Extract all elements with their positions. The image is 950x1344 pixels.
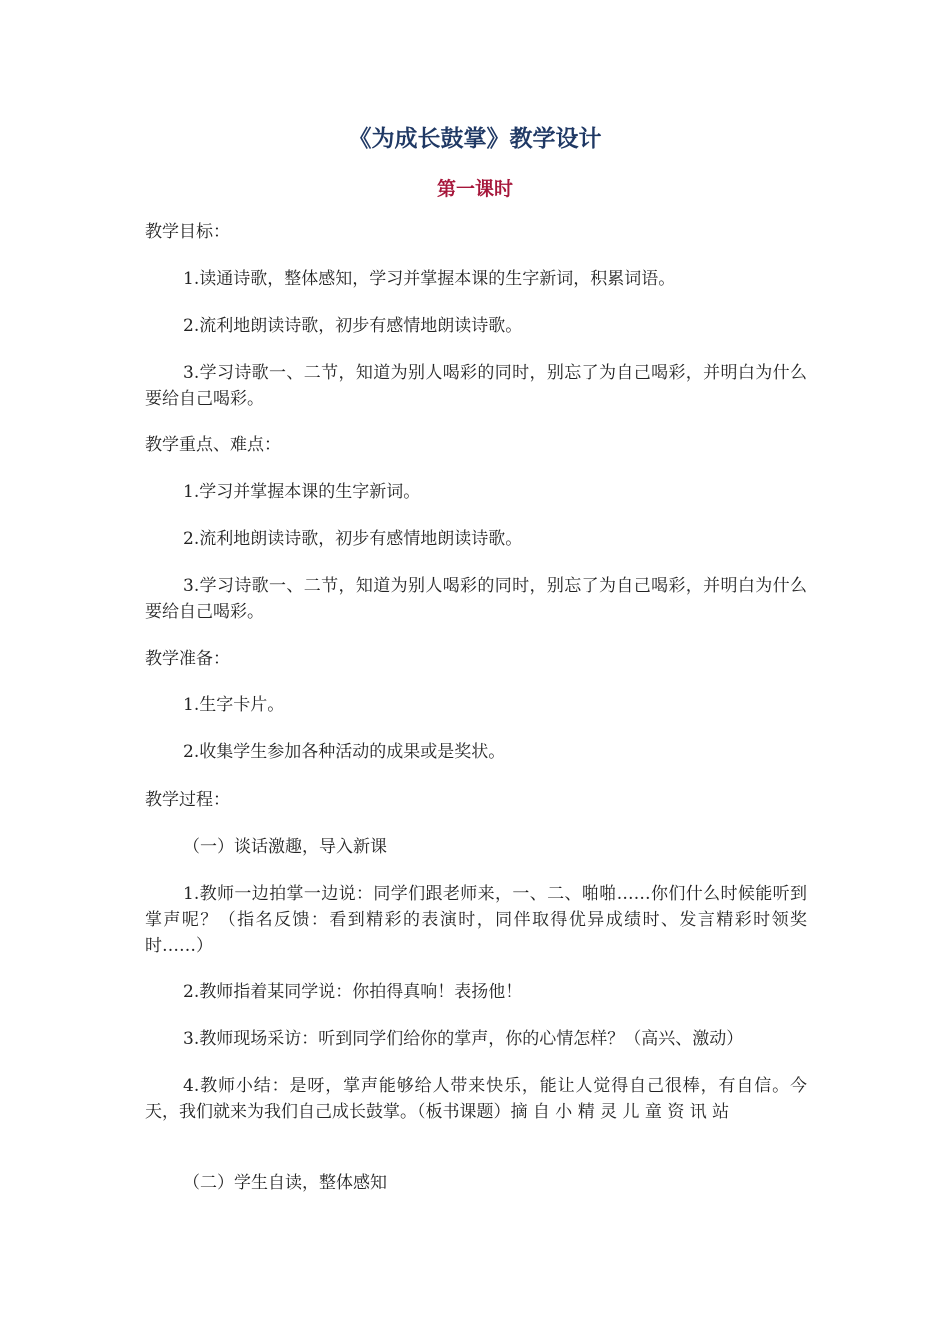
- goal-item-2: 2.流利地朗读诗歌，初步有感情地朗读诗歌。: [183, 316, 523, 336]
- preparation-item-2: 2.收集学生参加各种活动的成果或是奖状。: [183, 742, 506, 762]
- process-item-2: 2.教师指着某同学说：你拍得真响！表扬他！: [183, 982, 523, 1002]
- document-subtitle: 第一课时: [436, 178, 513, 200]
- goal-item-3: 3.学习诗歌一、二节，知道为别人喝彩的同时，别忘了为自己喝彩，并明白为什么要给自己喝彩。: [145, 363, 807, 409]
- key-point-item-2: 2.流利地朗读诗歌，初步有感情地朗读诗歌。: [183, 529, 523, 549]
- process-step-heading-1: （一）谈话激趣，导入新课: [183, 837, 387, 857]
- process-step-heading-2: （二）学生自读，整体感知: [183, 1173, 387, 1193]
- goal-item-1: 1.读通诗歌，整体感知，学习并掌握本课的生字新词，积累词语。: [183, 269, 676, 289]
- key-point-item-1: 1.学习并掌握本课的生字新词。: [183, 482, 421, 502]
- section-heading-goals: 教学目标：: [145, 222, 230, 242]
- key-point-item-3: 3.学习诗歌一、二节，知道为别人喝彩的同时，别忘了为自己喝彩，并明白为什么要给自己喝彩。: [145, 576, 807, 622]
- section-heading-key-points: 教学重点、难点：: [145, 435, 281, 455]
- section-heading-process: 教学过程：: [145, 790, 230, 810]
- document-title: 《为成长鼓掌》教学设计: [348, 126, 602, 152]
- process-item-3: 3.教师现场采访：听到同学们给你的掌声，你的心情怎样？（高兴、激动）: [183, 1029, 744, 1049]
- preparation-item-1: 1.生字卡片。: [183, 695, 285, 715]
- process-item-4: 4.教师小结：是呀，掌声能够给人带来快乐，能让人觉得自己很棒，有自信。今天，我们就来为我们自己成长鼓掌。（板书课题）摘 自 小 精 灵 儿 童 资 讯 站: [145, 1076, 807, 1122]
- process-item-1: 1.教师一边拍掌一边说：同学们跟老师来，一、二、啪啪……你们什么时候能听到掌声呢？（指名反馈：看到精彩的表演时，同伴取得优异成绩时、发言精彩时领奖时……）: [145, 884, 807, 956]
- section-heading-preparation: 教学准备：: [145, 649, 230, 669]
